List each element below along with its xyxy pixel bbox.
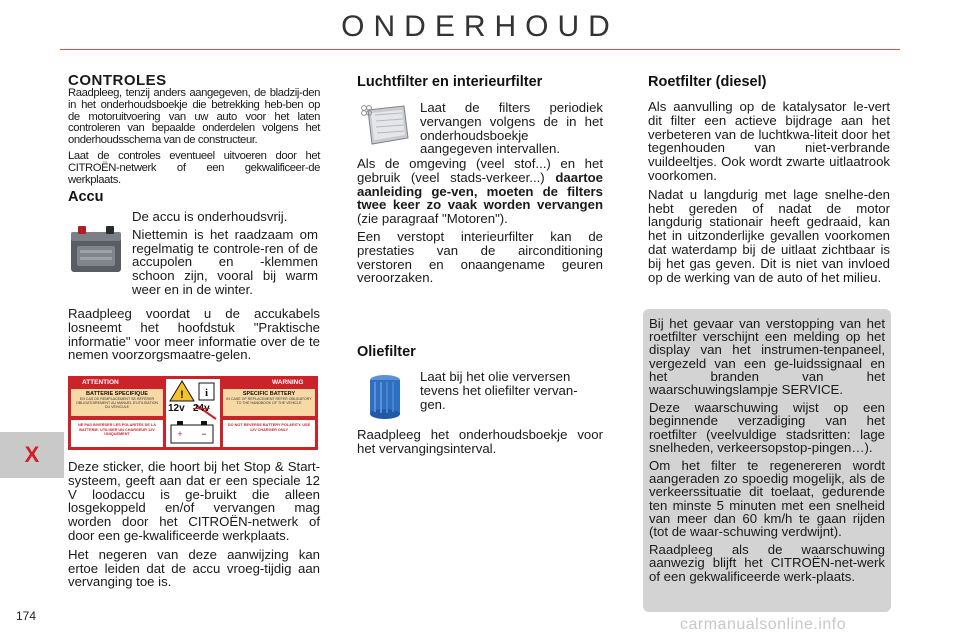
controles-heading: CONTROLES bbox=[68, 72, 167, 89]
oliefilter-heading: Oliefilter bbox=[357, 344, 416, 360]
notice-p4: Raadpleeg als de waarschuwing aanwezig blijft het CITROËN-net-werk of een gekwalificeerde werk-plaats. bbox=[649, 542, 885, 584]
oliefilter-p2: Raadpleeg het onderhoudsboekje voor het vervangingsinterval. bbox=[357, 427, 603, 456]
luchtfilter-p1: Laat de filters periodiek vervangen volgens de in het onderhoudsboekje aangegeven intervallen. bbox=[420, 100, 603, 157]
air-filter-icon bbox=[358, 102, 410, 148]
battery-icon bbox=[68, 222, 124, 276]
roetfilter-heading: Roetfilter (diesel) bbox=[648, 74, 767, 90]
sticker-volt-ok: 12v bbox=[168, 403, 185, 414]
luchtfilter-p3: Een verstopt interieurfilter kan de prestaties van de airconditioning verstoren en onaangename geuren veroorzaken. bbox=[357, 228, 603, 286]
svg-text:i: i bbox=[204, 387, 209, 399]
luchtfilter-p2-start: Als de omgeving (veel stof...) en het gebruik (veel stads-verkeer...) bbox=[357, 156, 603, 185]
accu-p2: Niettemin is het raadzaam om regelmatig te controle-ren of de accupolen en -klemmen schoon zijn, vooral bij warm weer en in de winter. bbox=[132, 226, 318, 297]
luchtfilter-p2-bold: daartoe aanleiding ge-ven, moeten de filters twee keer zo vaak worden vervangen bbox=[357, 169, 603, 213]
page-title: ONDERHOUD bbox=[341, 10, 619, 43]
sticker-right-box-title: SPECIFIC BATTERY bbox=[242, 391, 296, 397]
notice-p1: Bij het gevaar van verstopping van het roetfilter verschijnt een melding op het display van het instrumen-tenpaneel, vergezeld van een ge-luidssignaal en het branden van het waarschuwingslampje SERVICE. bbox=[649, 316, 885, 398]
sticker-right-box-text: IN CASE OF REPLACEMENT REFER OBLIGATORY TO THE HANDBOOK OF THE VEHICLE bbox=[226, 397, 312, 405]
chapter-tab[interactable]: X bbox=[0, 432, 64, 478]
sticker-header-right: WARNING bbox=[272, 379, 304, 386]
sticker-header-left: ATTENTION bbox=[82, 379, 119, 386]
luchtfilter-p2-end: (zie paragraaf "Motoren"). bbox=[357, 211, 508, 227]
accu-intro bbox=[132, 210, 318, 297]
svg-text:!: ! bbox=[180, 389, 184, 401]
notice-p2: Deze waarschuwing wijst op een beginnende verzadiging van het roetfilter (veelvuldige stadsritten: lage snelheden, verkeersopstop-pingen…). bbox=[649, 400, 885, 455]
sticker-right-box bbox=[223, 389, 315, 416]
svg-text:−: − bbox=[201, 429, 207, 439]
controles-intro-1: Raadpleeg, tenzij anders aangegeven, de bladzij-den in het onderhoudsboekje die betrekking heb-ben op de motoruitvoering van uw auto voor het laten controleren van bepaalde onderdelen volgens het onderhoudsschema van de constructeur. bbox=[68, 87, 320, 147]
luchtfilter-p2 bbox=[357, 157, 603, 226]
roetfilter-notice-box bbox=[643, 309, 891, 612]
sticker-volt-bad: 24v bbox=[193, 403, 210, 414]
roetfilter-p2: Nadat u langdurig met lage snelhe-den hebt gereden of nadat de motor langdurig stationair heeft gedraaid, kan het in uitzonderlijke gevallen voorkomen dat waterdamp bij de uitlaat zichtbaar is bij het gas geven. Dit is niet van invloed op de werking van de auto of het milieu. bbox=[648, 186, 890, 285]
luchtfilter-heading: Luchtfilter en interieurfilter bbox=[357, 74, 543, 90]
accu-p4: Deze sticker, die hoort bij het Stop & Start-systeem, geeft aan dat er een speciale 12 V loodaccu is ge-bruikt die alleen losgekoppeld en/of vervangen mag worden door het CITROËN-netwerk of door een ge-kwalificeerde werkplaats. bbox=[68, 459, 320, 543]
svg-text:+: + bbox=[177, 429, 183, 439]
sticker-left-box-text: EN CAS DE REMPLACEMENT SE RÉFÉRER OBLIGATOIREMENT AU MANUEL D'UTILISATION DU VÉHICULE bbox=[76, 397, 158, 409]
accu-p5: Het negeren van deze aanwijzing kan ertoe leiden dat de accu vroeg-tijdig aan vervanging toe is. bbox=[68, 546, 320, 590]
sticker-right-warning bbox=[223, 420, 315, 447]
controles-intro-2: Laat de controles eventueel uitvoeren door het CITROËN-netwerk of een gekwalificeer-de werkplaats. bbox=[68, 149, 320, 186]
battery-warning-sticker bbox=[68, 376, 318, 450]
header-divider bbox=[60, 49, 900, 50]
accu-sticker-text bbox=[68, 460, 320, 589]
sticker-left-warning-text: NE PAS INVERSER LES POLARITÉS DE LA BATTERIE. UTILISER UN CHARGEUR 12V UNIQUEMENT bbox=[78, 423, 156, 437]
sticker-center-panel bbox=[166, 379, 220, 447]
accu-p1: De accu is onderhoudsvrij. bbox=[132, 209, 288, 224]
controles-intro bbox=[68, 88, 320, 186]
watermark: carmanualsonline.info bbox=[680, 616, 847, 633]
roetfilter-body bbox=[648, 100, 890, 284]
page-number: 174 bbox=[16, 609, 37, 623]
notice-p3: Om het filter te regenereren wordt aangeraden zo spoedig mogelijk, als de verkeerssituatie dit toelaat, gedurende ten minste 5 minuten met een snelheid van meer dan 60 km/h te gaan rijden (tot de waar-schuwing verdwijnt). bbox=[649, 458, 885, 540]
luchtfilter-body bbox=[357, 157, 603, 285]
accu-p3: Raadpleeg voordat u de accukabels losneemt het hoofdstuk "Praktische informatie" voor meer informatie over de te nemen voorzorgsmaatre-gelen. bbox=[68, 306, 320, 363]
sticker-left-box bbox=[71, 389, 163, 416]
sticker-right-warning-text: DO NOT REVERSE BATTERY POLARITY. USE 12V CHARGER ONLY bbox=[227, 423, 311, 432]
accu-heading: Accu bbox=[68, 189, 104, 205]
sticker-left-warning bbox=[71, 420, 163, 447]
oliefilter-p1: Laat bij het olie verversen tevens het oliefilter vervan-gen. bbox=[420, 369, 578, 412]
roetfilter-p1: Als aanvulling op de katalysator le-vert dit filter een actieve bijdrage aan het verbeteren van de luchtkwa-liteit door het tegenhouden van niet-verbrande vuildeeltjes. Ook wordt zwarte uitlaatrook voorkomen. bbox=[648, 99, 890, 183]
oil-filter-icon bbox=[365, 372, 405, 422]
sticker-left-box-title: BATTERIE SPECIFIQUE bbox=[86, 391, 148, 397]
